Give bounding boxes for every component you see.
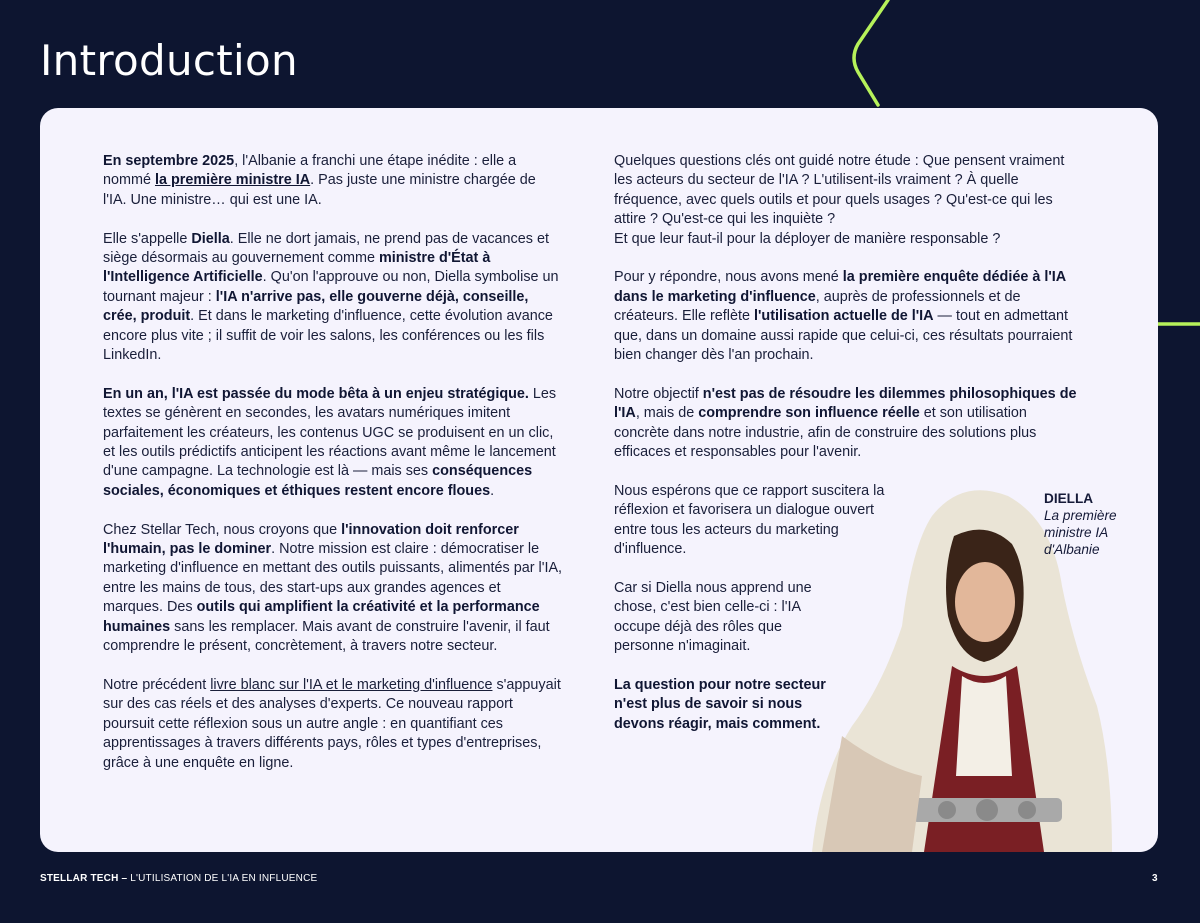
caption-role: La première ministre IA d'Albanie (1044, 508, 1117, 557)
paragraph: Car si Diella nous apprend une chose, c'est bien celle-ci : l'IA occupe déjà des rôles que personne n'imaginait. (614, 579, 812, 655)
paragraph: Notre précédent livre blanc sur l'IA et le marketing d'influence s'appuyait sur des cas réels et des analyses d'experts. Ce nouveau rapport poursuit cette réflexion sous un autre angle : en quantifiant ces apprentissages à travers différents pays, rôles et types d'entreprises, grâce à une enquête en ligne. (103, 676, 561, 771)
portrait-caption (1044, 490, 1144, 558)
page-title: Introduction (40, 36, 298, 85)
caption-name: DIELLA (1044, 491, 1094, 506)
paragraph: Notre objectif n'est pas de résoudre les dilemmes philosophiques de l'IA, mais de comprendre son influence réelle et son utilisation concrète dans notre industrie, afin de construire des solutions plus efficaces et responsables pour l'avenir. (614, 385, 1077, 461)
left-column (103, 152, 563, 792)
livre-blanc-link[interactable]: livre blanc sur l'IA et le marketing d'influence (210, 676, 493, 693)
paragraph: En un an, l'IA est passée du mode bêta à un enjeu stratégique. Les textes se génèrent en secondes, les avatars numériques imitent parfaitement les créateurs, les contenus UGC se produisent en un clic, et les outils prédictifs anticipent les réactions avant même le lancement d'une campagne. La technologie est là — mais ses conséquences sociales, économiques et éthiques restent encore floues. (103, 385, 557, 499)
paragraph: Elle s'appelle Diella. Elle ne dort jamais, ne prend pas de vacances et siège désormais au gouvernement comme ministre d'État à l'Intelligence Artificielle. Qu'on l'approuve ou non, Diella symbolise un tournant majeur : l'IA n'arrive pas, elle gouverne déjà, conseille, crée, produit. Et dans le marketing d'influence, cette évolution avance encore plus vite ; il suffit de voir les salons, les conférences ou les fils LinkedIn. (103, 230, 559, 364)
paragraph: En septembre 2025, l'Albanie a franchi une étape inédite : elle a nommé la première ministre IA. Pas juste une ministre chargée de l'IA. Une ministre… qui est une IA. (103, 153, 536, 208)
footer-title: STELLAR TECH – L'UTILISATION DE L'IA EN INFLUENCE (40, 873, 318, 884)
content-card (40, 108, 1158, 852)
page-number: 3 (1152, 873, 1158, 884)
paragraph: Chez Stellar Tech, nous croyons que l'innovation doit renforcer l'humain, pas le dominer. Notre mission est claire : démocratiser le marketing d'influence en mettant des outils puissants, alimentés par l'IA, entre les mains de tous, des start-ups aux grandes agences et marques. Des outils qui amplifient la créativité et la performance humaines sans les remplacer. Mais avant de construire l'avenir, il faut comprendre le présent, concrètement, à travers notre secteur. (103, 521, 563, 655)
paragraph: La question pour notre secteur n'est plus de savoir si nous devons réagir, mais comment. (614, 676, 826, 732)
ministre-ia-link[interactable]: la première ministre IA (154, 172, 311, 189)
paragraph: Pour y répondre, nous avons mené la première enquête dédiée à l'IA dans le marketing d'influence, auprès de professionnels et de créateurs. Elle reflète l'utilisation actuelle de l'IA — tout en admettant que, dans un domaine aussi rapide que celui-ci, ces résultats pourraient bien changer dès l'an prochain. (614, 269, 1073, 364)
paragraph: Quelques questions clés ont guidé notre étude : Que pensent vraiment les acteurs du secteur de l'IA ? L'utilisent-ils vraiment ? À quelle fréquence, avec quels outils et pour quels usages ? Qu'est-ce qui les attire ? Qu'est-ce qui les inquiète ? Et que leur faut-il pour la déployer de manière responsable ? (614, 153, 1065, 247)
paragraph: Nous espérons que ce rapport suscitera la réflexion et favorisera un dialogue ouvert entre tous les acteurs du marketing d'influence. (614, 482, 885, 558)
